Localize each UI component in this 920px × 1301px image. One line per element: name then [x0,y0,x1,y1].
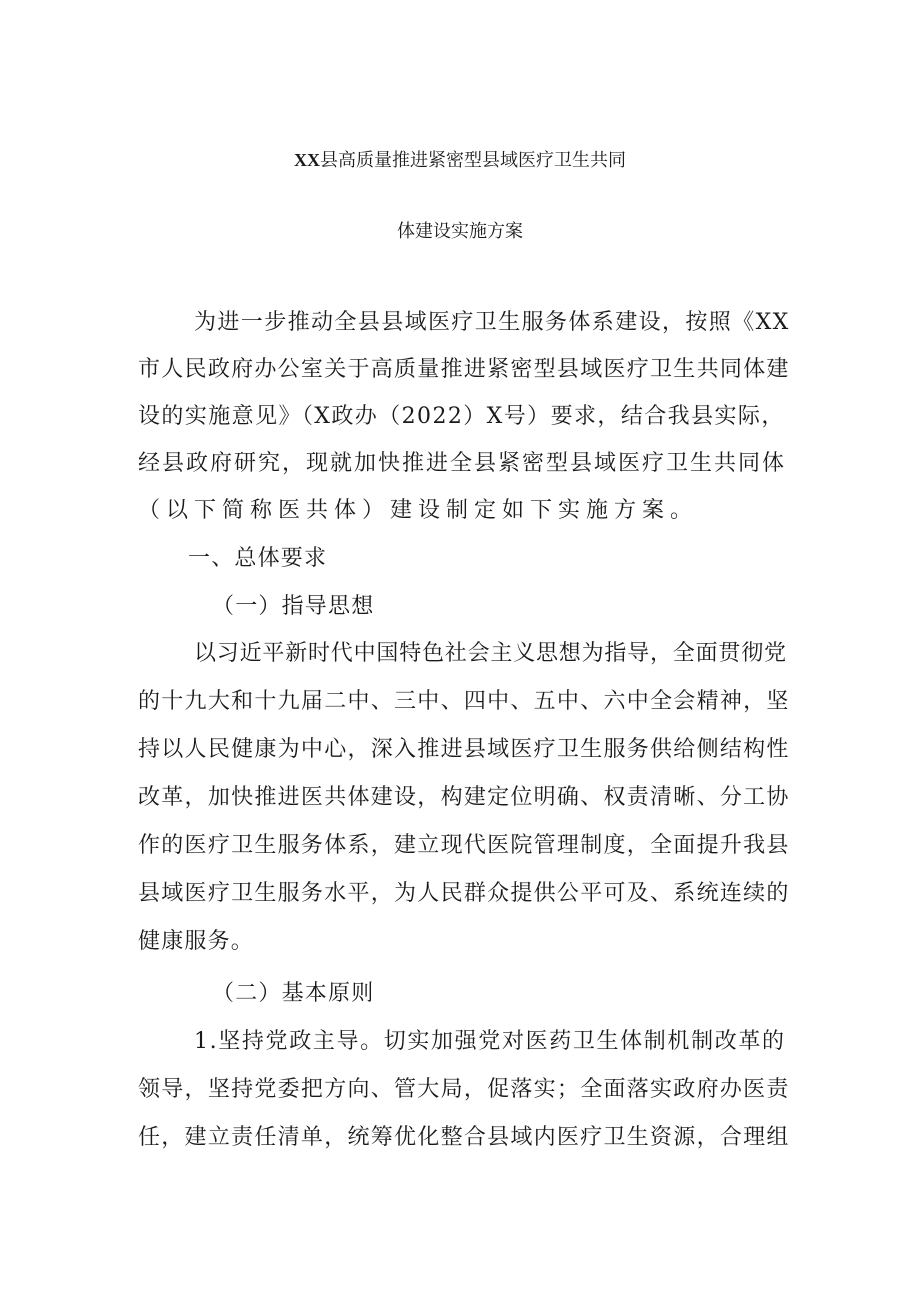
sub1-line-6: 县域医疗卫生服务水平，为人民群众提供公平可及、系统连续的 [138,881,790,906]
intro-line-3: 设的实施意见》（X政办（2022）X号）要求，结合我县实际， [138,404,785,429]
sub2-line-2: 领导，坚持党委把方向、管大局，促落实；全面落实政府办医责 [138,1077,790,1102]
sub1-line-1: 以习近平新时代中国特色社会主义思想为指导，全面贯彻党 [194,641,787,666]
intro-line-5: （以下简称医共体）建设制定如下实施方案。 [138,498,699,523]
sub1-line-4: 改革，加快推进医共体建设，构建定位明确、权责清晰、分工协 [138,785,790,810]
section-1-heading: 一、总体要求 [188,546,328,571]
intro-line-4: 经县政府研究，现就加快推进全县紧密型县域医疗卫生共同体 [138,451,787,476]
sub1-line-5: 作的医疗卫生服务体系，建立现代医院管理制度，全面提升我县 [138,833,790,858]
document-title-line-1 [0,140,920,181]
sub1-line-7: 健康服务。 [138,929,255,954]
sub2-line-3: 任，建立责任清单，统筹优化整合县域内医疗卫生资源，合理组 [138,1125,790,1150]
subsection-2-heading: （二）基本原则 [212,981,375,1006]
title-text-1: 县高质量推进紧密型县域医疗卫生共同 [320,150,626,171]
title-prefix: XX [294,150,320,170]
document-title-line-2: 体建设实施方案 [397,221,523,242]
sub1-line-3: 持以人民健康为中心，深入推进县域医疗卫生服务供给侧结构性 [138,737,790,762]
intro-line-1: 为进一步推动全县县域医疗卫生服务体系建设，按照《XX [194,310,790,335]
intro-line-2: 市人民政府办公室关于高质量推进紧密型县域医疗卫生共同体建 [138,357,790,382]
sub1-line-2: 的十九大和十九届二中、三中、四中、五中、六中全会精神，坚 [138,689,790,714]
subsection-1-heading: （一）指导思想 [212,594,375,619]
sub2-line-1: 1.坚持党政主导。切实加强党对医药卫生体制机制改革的 [194,1029,786,1054]
